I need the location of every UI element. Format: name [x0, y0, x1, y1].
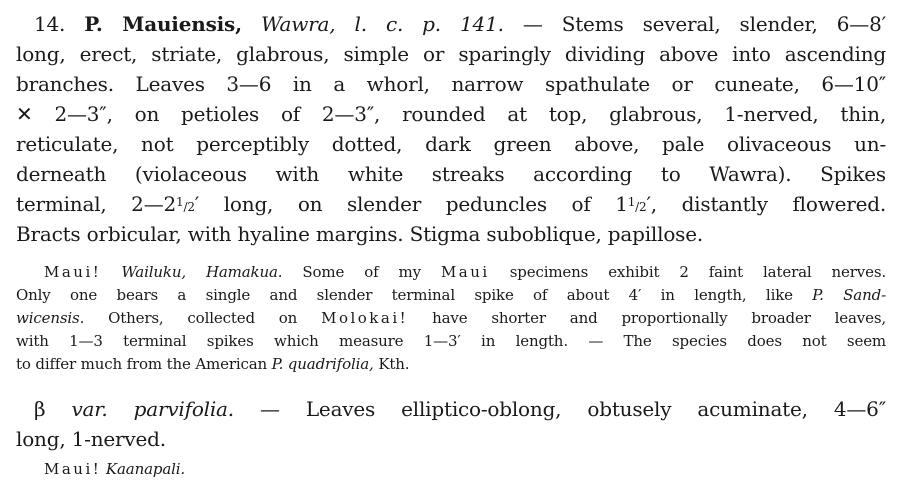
locality-places: Wailuku, Hamakua. [121, 263, 283, 281]
variety-heading-line [34, 397, 886, 421]
note-text: to differ much from the American [16, 355, 268, 373]
description-text: — Stems several, slender, 6—8′ [522, 12, 886, 36]
description-text: derneath (violaceous with white streaks according to Wawra). Spikes [16, 162, 886, 186]
description-text: ✕ 2—3″, on petioles of 2—3″, rounded at top, glabrous, 1-nerved, thin, [16, 102, 886, 126]
species-reference: wicensis. [16, 309, 85, 327]
description-line [16, 162, 886, 186]
description-text: long, erect, striate, glabrous, simple or sparingly dividing above into ascending [16, 42, 886, 66]
entry-heading-line [34, 12, 886, 36]
note-text: Kth. [378, 355, 410, 373]
description-line [16, 42, 886, 66]
locality-name: Molokai! [321, 309, 409, 327]
locality-name: Maui! [44, 263, 102, 281]
variety-text: — Leaves elliptico-oblong, obtusely acuminate, 4—6″ [260, 397, 886, 421]
description-line [16, 132, 886, 156]
species-authority: Wawra, l. c. p. 141. [260, 12, 504, 36]
entry-number: 14. [34, 12, 66, 36]
description-line [16, 72, 886, 96]
description-text: terminal, 2—2 [16, 192, 177, 216]
note-text: specimens exhibit 2 faint lateral nerves. [509, 263, 887, 281]
note-text: Others, collected on [108, 309, 298, 327]
variety-name: var. parvifolia. [71, 397, 234, 421]
variety-locality-line [44, 460, 185, 478]
note-line [44, 263, 886, 281]
description-text: ′, distantly flowered. [646, 192, 886, 216]
variety-text: long, 1-nerved. [16, 427, 166, 451]
note-text: with 1—3 terminal spikes which measure 1—3′ in length. — The species does not seem [16, 332, 886, 350]
description-text: ′ long, on slender peduncles of 1 [194, 192, 628, 216]
fraction-denominator: /2 [183, 200, 195, 214]
description-text: reticulate, not perceptibly dotted, dark green above, pale olivaceous un- [16, 132, 886, 156]
note-line [16, 332, 886, 350]
locality-places: Kaanapali. [105, 460, 186, 478]
description-line [16, 102, 886, 126]
description-text: branches. Leaves 3—6 in a whorl, narrow spathulate or cuneate, 6—10″ [16, 72, 886, 96]
description-line [16, 192, 886, 216]
fraction-numerator: 1 [627, 195, 636, 209]
note-line [16, 355, 409, 373]
locality-name: Maui [440, 263, 490, 281]
fraction-numerator: 1 [176, 195, 184, 209]
note-line [16, 309, 886, 327]
species-reference: P. Sand- [812, 286, 886, 304]
note-text: Some of my [302, 263, 421, 281]
species-name: P. Mauiensis, [84, 12, 242, 36]
description-text: Bracts orbicular, with hyaline margins. Stigma suboblique, papillose. [16, 222, 704, 246]
variety-symbol: β [34, 397, 46, 421]
note-text: Only one bears a single and slender terminal spike of about 4′ in length, like [16, 286, 793, 304]
note-text: have shorter and proportionally broader leaves, [432, 309, 887, 327]
variety-line [16, 427, 166, 451]
note-line [16, 286, 886, 304]
description-line [16, 222, 703, 246]
species-reference: P. quadrifolia, [271, 355, 374, 373]
locality-name: Maui! [44, 460, 102, 478]
fraction-denominator: /2 [635, 200, 647, 214]
